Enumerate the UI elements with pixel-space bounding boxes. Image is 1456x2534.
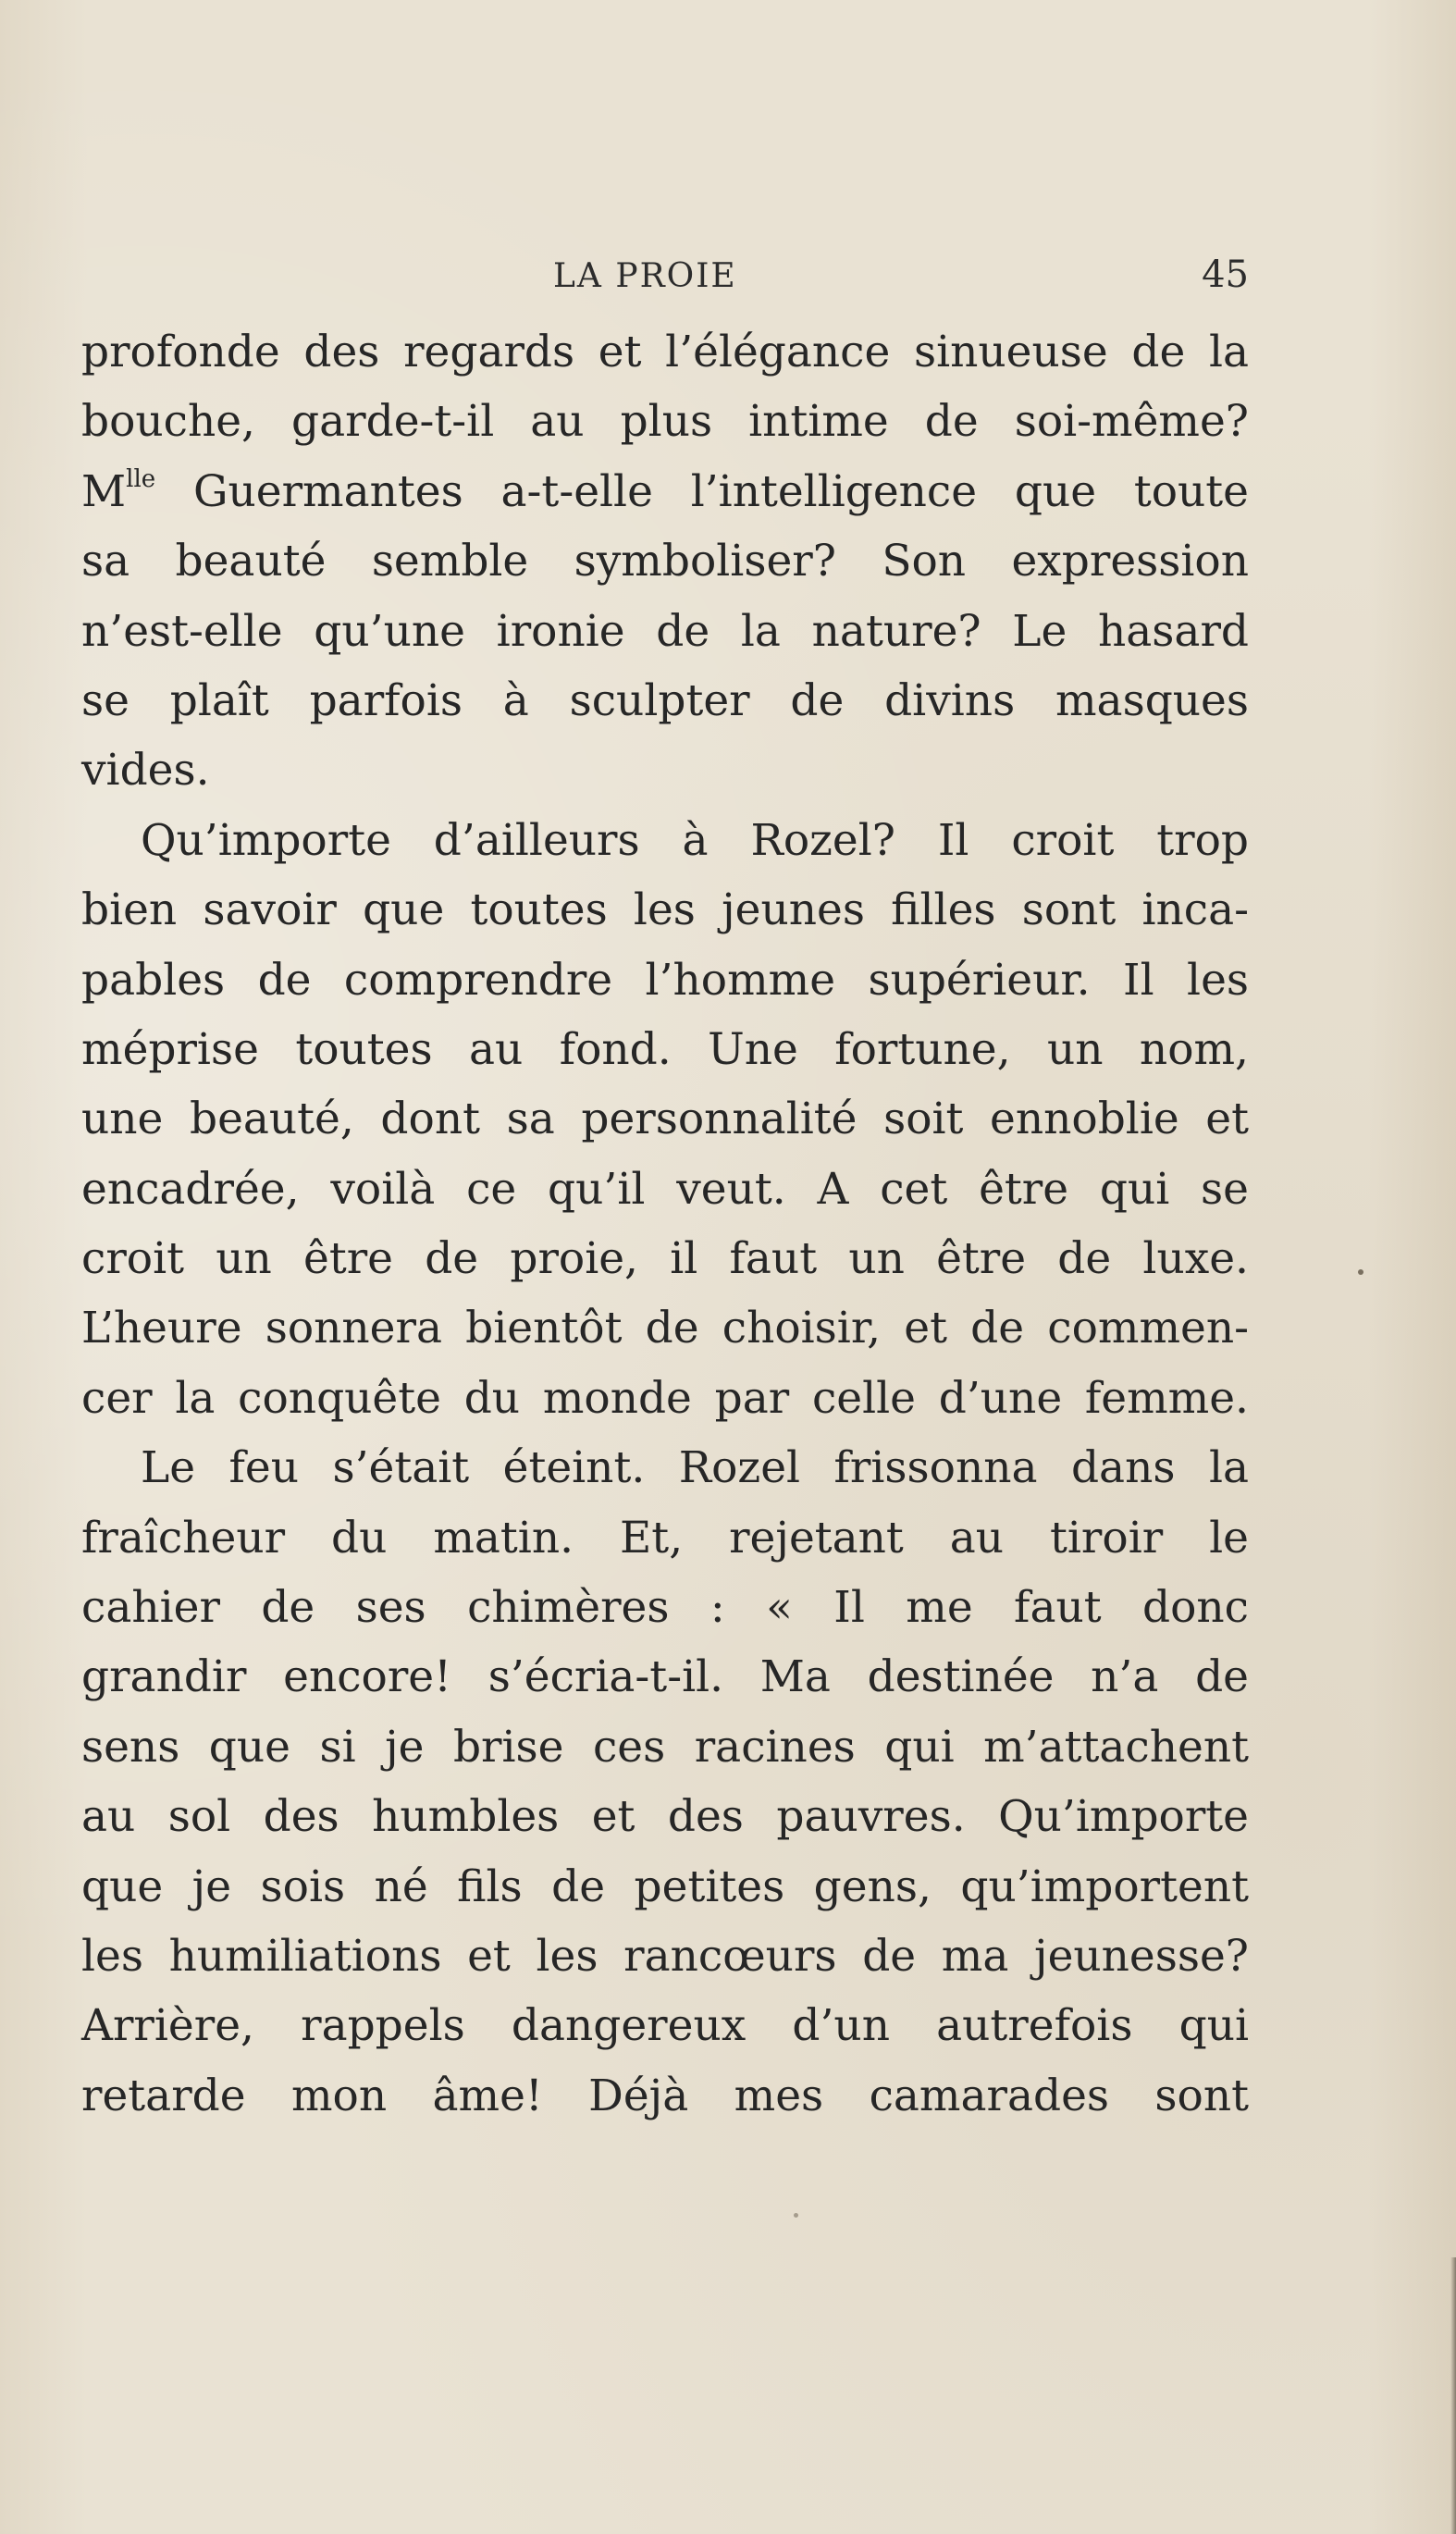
text-line: sa beauté semble symboliser? Son expression xyxy=(81,536,1249,587)
text-line xyxy=(81,457,1249,526)
text-line-rest: Guermantes a-t-elle l’intelligence que toute xyxy=(155,465,1249,517)
paper-speck xyxy=(794,2213,798,2218)
text-line: se plaît parfois à sculpter de divins masques xyxy=(81,674,1249,726)
running-title: LA PROIE xyxy=(553,257,737,295)
text-line: pables de comprendre l’homme supérieur. Il les xyxy=(81,954,1249,1006)
text-line: cahier de ses chimères : « Il me faut donc xyxy=(81,1582,1249,1634)
text-line: sens que si je brise ces racines qui m’attachent xyxy=(81,1721,1249,1773)
page-number: 45 xyxy=(1202,253,1249,296)
text-line: fraîcheur du matin. Et, rejetant au tiroir le xyxy=(81,1512,1249,1564)
paper-speck xyxy=(1358,1269,1363,1275)
text-line: L’heure sonnera bientôt de choisir, et de commen- xyxy=(81,1303,1249,1354)
body-text xyxy=(81,317,1249,2131)
page-edge-shadow xyxy=(1450,2257,1456,2534)
text-line: croit un être de proie, il faut un être de luxe. xyxy=(81,1233,1249,1285)
text-line: une beauté, dont sa personnalité soit ennoblie et xyxy=(81,1094,1249,1145)
text-line: méprise toutes au fond. Une fortune, un nom, xyxy=(81,1023,1249,1075)
text-line: n’est-elle qu’une ironie de la nature? Le hasard xyxy=(81,605,1249,657)
text-line: Le feu s’était éteint. Rozel frissonna dans la xyxy=(141,1442,1249,1494)
text-line: encadrée, voilà ce qu’il veut. A cet être qui se xyxy=(81,1163,1249,1215)
text-line: grandir encore! s’écria-t-il. Ma destinée n’a de xyxy=(81,1651,1249,1703)
text-line: que je sois né fils de petites gens, qu’importent xyxy=(81,1860,1249,1912)
text-line: bouche, garde-t-il au plus intime de soi-même? xyxy=(81,396,1249,448)
text-line: bien savoir que toutes les jeunes filles sont inca- xyxy=(81,884,1249,936)
text-line: profonde des regards et l’élégance sinueuse de la xyxy=(81,327,1249,377)
title-abbreviation: M xyxy=(81,465,127,517)
running-head xyxy=(81,248,1249,313)
text-line: vides. xyxy=(81,745,210,797)
text-line: Arrière, rappels dangereux d’un autrefois qui xyxy=(81,2000,1249,2052)
title-abbreviation-superscript: lle xyxy=(126,465,156,494)
text-line: au sol des humbles et des pauvres. Qu’importe xyxy=(81,1791,1249,1843)
text-line: les humiliations et les rancœurs de ma jeunesse? xyxy=(81,1930,1249,1982)
text-line: Qu’importe d’ailleurs à Rozel? Il croit trop xyxy=(141,814,1249,866)
text-line: retarde mon âme! Déjà mes camarades sont xyxy=(81,2070,1249,2121)
text-line: cer la conquête du monde par celle d’une femme. xyxy=(81,1372,1249,1424)
